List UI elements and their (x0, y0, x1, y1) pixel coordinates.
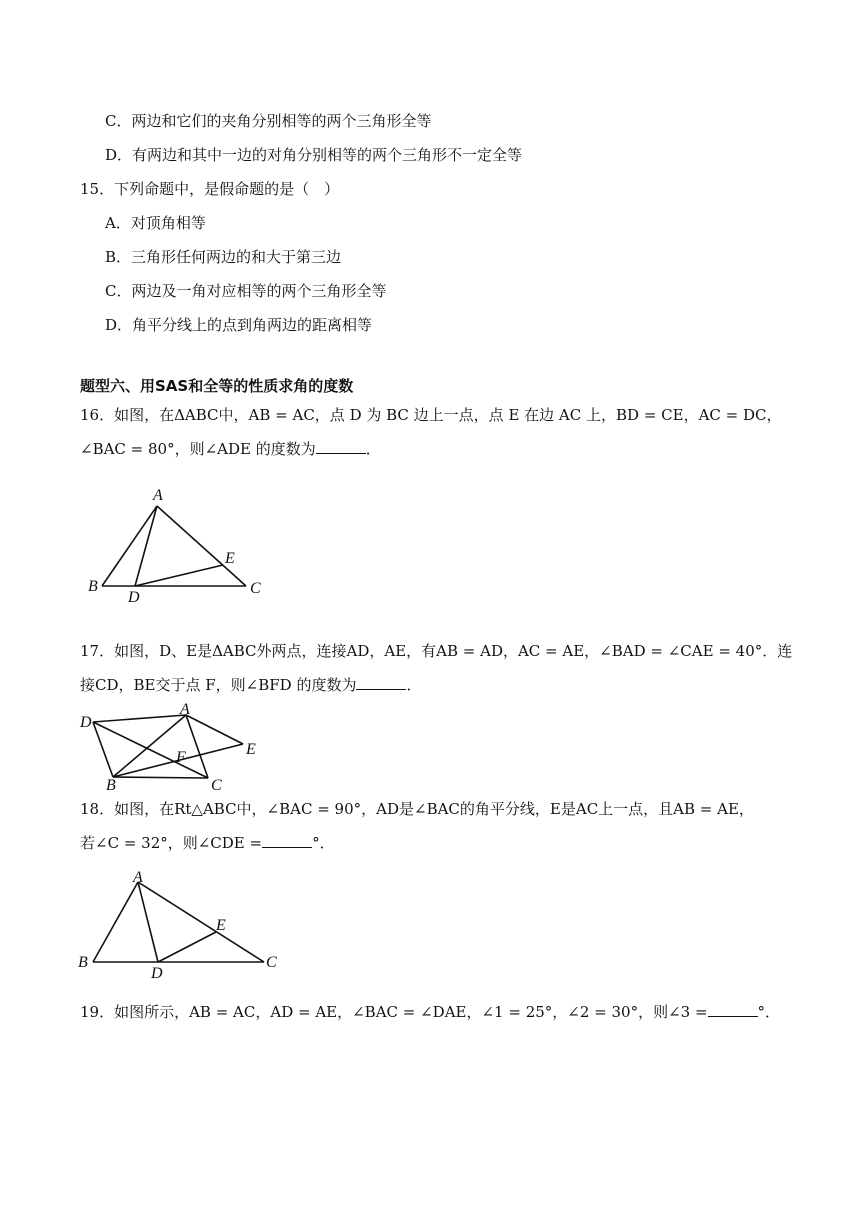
q17-label-a: A (180, 701, 190, 718)
q18-edge-ab (93, 882, 138, 962)
q19-answer-blank[interactable] (708, 1002, 758, 1017)
q16-edge-ad (135, 506, 157, 586)
q15-option-c: C．两边及一角对应相等的两个三角形全等 (105, 282, 387, 300)
q16-edge-ac (157, 506, 246, 586)
q18-edge-de (158, 932, 216, 962)
q17-label-e: E (246, 741, 256, 758)
q17-label-d: D (80, 714, 92, 731)
q16-line1: 16．如图，在ΔABC中，AB = AC，点 D 为 BC 边上一点，点 E 在边 AC 上，BD = CE，AC = DC， (80, 406, 782, 424)
q18-edge-ad (138, 882, 158, 962)
q18-label-d: D (151, 965, 163, 982)
q18-edge-ac (138, 882, 264, 962)
q18-answer-blank[interactable] (262, 833, 312, 848)
q19-end: °． (757, 1003, 781, 1021)
q18-figure (76, 868, 286, 982)
q15-option-b: B．三角形任何两边的和大于第三边 (105, 248, 342, 266)
q18-label-a: A (133, 869, 143, 886)
q16-line2-text: ∠BAC = 80°，则∠ADE 的度数为 (80, 440, 316, 458)
q18-line2 (80, 833, 335, 853)
q18-label-b: B (78, 954, 88, 971)
q16-edge-de (135, 565, 223, 586)
option-d-prev: D．有两边和其中一边的对角分别相等的两个三角形不一定全等 (105, 146, 523, 164)
q16-answer-blank[interactable] (316, 439, 366, 454)
q17-answer-blank[interactable] (356, 675, 406, 690)
q18-line2-text: 若∠C = 32°，则∠CDE = (80, 834, 263, 852)
q18-label-e: E (216, 917, 226, 934)
q16-line2 (80, 439, 381, 459)
q17-line2-end: ． (406, 676, 422, 694)
q17-edge-bc (113, 777, 208, 778)
q17-line2 (80, 675, 421, 695)
q17-line2-text: 接CD，BE交于点 F，则∠BFD 的度数为 (80, 676, 357, 694)
option-c-prev: C．两边和它们的夹角分别相等的两个三角形全等 (105, 112, 432, 130)
q17-label-c: C (211, 777, 222, 794)
q15-option-d: D．角平分线上的点到角两边的距离相等 (105, 316, 373, 334)
q18-line1: 18．如图，在Rt△ABC中，∠BAC = 90°，AD是∠BAC的角平分线，E是AC上一点，且AB = AE， (80, 800, 754, 818)
q17-line1: 17．如图，D、E是ΔABC外两点，连接AD，AE，有AB = AD，AC = AE，∠BAD = ∠CAE = 40°．连 (80, 642, 793, 660)
q16-label-a: A (153, 487, 163, 504)
q15-stem: 15．下列命题中，是假命题的是（ ） (80, 180, 340, 198)
q17-label-b: B (106, 777, 116, 794)
q19-text: 19．如图所示，AB = AC，AD = AE，∠BAC = ∠DAE，∠1 = 25°，∠2 = 30°，则∠3 = (80, 1003, 708, 1021)
q16-label-b: B (88, 578, 98, 595)
q16-label-d: D (128, 589, 140, 606)
section-heading: 题型六、用SAS和全等的性质求角的度数 (80, 377, 354, 395)
q16-figure (80, 480, 280, 610)
q17-label-f: F (176, 749, 186, 766)
q16-line2-end: ． (365, 440, 381, 458)
q16-edge-ab (102, 506, 157, 586)
q18-label-c: C (266, 954, 277, 971)
q17-edge-da (93, 715, 186, 722)
q16-label-c: C (250, 580, 261, 597)
q18-line2-end: °． (312, 834, 335, 852)
q16-label-e: E (225, 550, 235, 567)
q19-line (80, 1002, 780, 1022)
q15-option-a: A．对顶角相等 (105, 214, 206, 232)
q17-figure (78, 700, 268, 795)
